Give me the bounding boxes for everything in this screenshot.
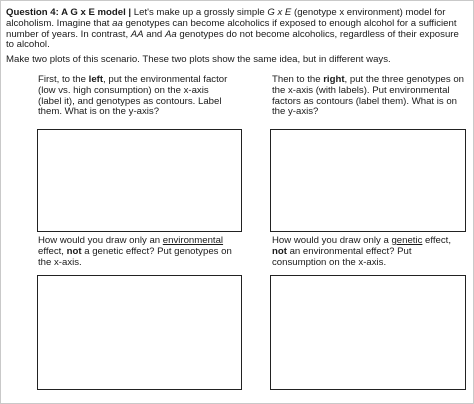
prompt-text: an environmental effect? Put consumption on the x-axis. xyxy=(272,245,412,268)
intro-text: and xyxy=(143,28,165,40)
prompt-text: How would you draw only a xyxy=(272,235,392,246)
prompt-right-plot xyxy=(272,75,468,118)
prompt-emphasis: left xyxy=(88,74,104,85)
prompt-text: effect, xyxy=(38,245,67,257)
prompt-text: , put the three genotypes on the x-axis (with labels). Put environmental factors as contours (label them). What is on the y-axis? xyxy=(272,74,465,118)
genotype-AA: AA xyxy=(130,28,144,40)
prompt-underlined: environmental xyxy=(162,235,224,246)
gxe-term: G x E xyxy=(267,7,292,18)
prompt-underlined: genetic xyxy=(391,235,423,246)
prompt-text: First, to the xyxy=(38,74,89,85)
answer-box-left[interactable] xyxy=(37,129,242,232)
instructions-lead: Make two plots of this scenario. These two plots show the same idea, but in different ways. xyxy=(6,54,391,65)
intro-paragraph xyxy=(6,8,468,51)
prompt-text: effect, xyxy=(422,235,452,246)
answer-box-right[interactable] xyxy=(270,129,466,232)
genotype-aa: aa xyxy=(112,17,123,29)
prompt-text: a genetic effect? Put genotypes on the x-axis. xyxy=(38,245,232,268)
intro-text: (genotype x environment) model for alcoholism. Imagine that xyxy=(6,7,446,29)
prompt-emphasis: right xyxy=(323,74,345,85)
prompt-environmental-effect xyxy=(38,236,234,268)
prompt-genetic-effect xyxy=(272,236,468,268)
intro-text: genotypes do not become alcoholics, regardless of their exposure to alcohol. xyxy=(6,28,459,51)
prompt-emphasis: not xyxy=(272,245,287,257)
genotype-Aa: Aa xyxy=(164,28,177,40)
prompt-text: How would you draw only an xyxy=(38,235,163,246)
prompt-emphasis: not xyxy=(66,245,82,257)
prompt-text: Then to the xyxy=(272,74,324,85)
prompt-left-plot xyxy=(38,75,234,118)
answer-box-genetic[interactable] xyxy=(270,275,466,390)
intro-text: Let's make up a grossly simple xyxy=(131,7,268,18)
question-heading: Question 4: A G x E model | xyxy=(6,7,132,18)
prompt-text: , put the environmental factor (low vs. high consumption) on the x-axis (label it), and genotypes as contours. Label them. What is on the y-axis? xyxy=(38,74,228,118)
intro-text: genotypes can become alcoholics if exposed to enough alcohol for a sufficient number of years. In contrast, xyxy=(6,17,457,40)
answer-box-environmental[interactable] xyxy=(37,275,242,390)
